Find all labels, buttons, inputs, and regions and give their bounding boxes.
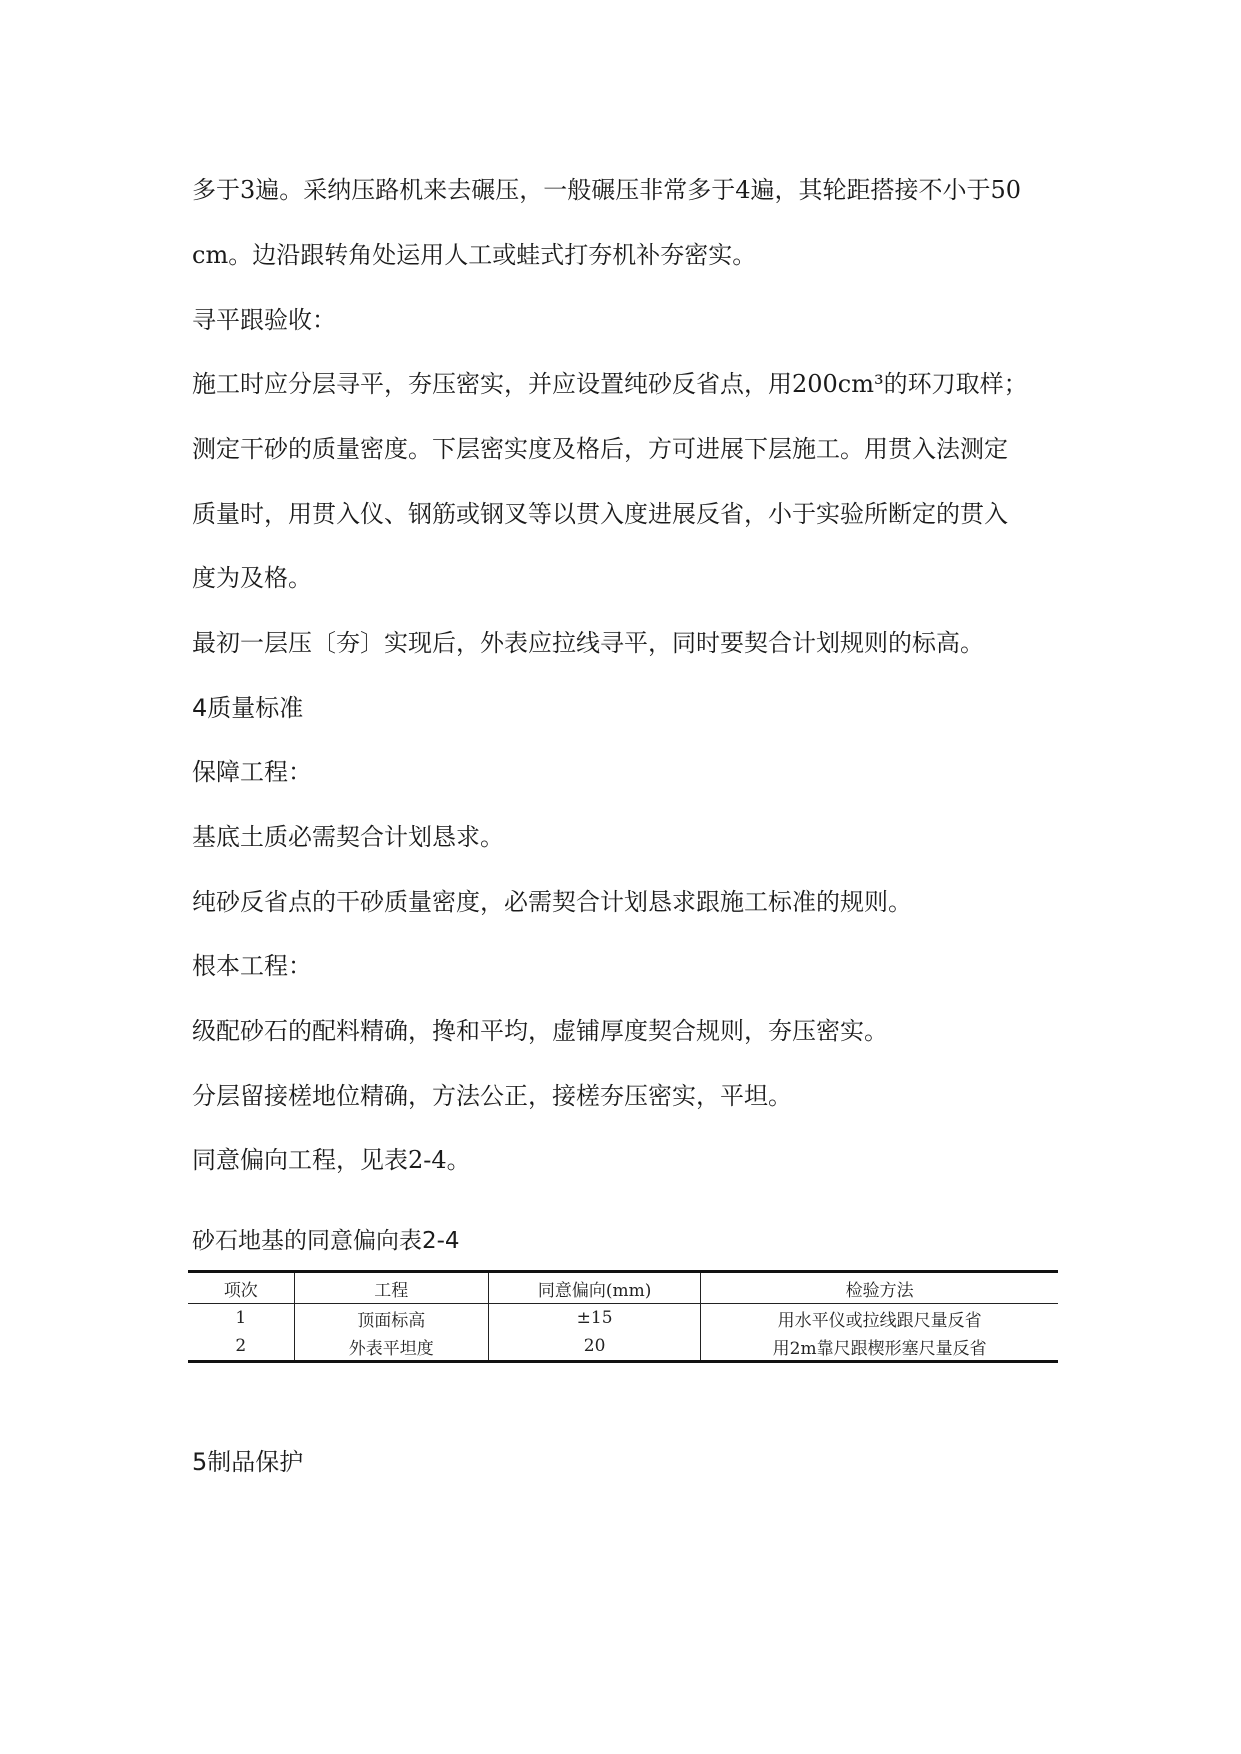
cell-tolerance: 20 xyxy=(488,1332,700,1362)
table-row xyxy=(188,1332,1058,1362)
cell-tolerance: ±15 xyxy=(488,1304,700,1333)
paragraph-gradation: 级配砂石的配料精确，搀和平均，虚铺厚度契合规则，夯压密实。 xyxy=(192,1017,888,1045)
paragraph-tolerance-ref: 同意偏向工程，见表2-4。 xyxy=(192,1146,471,1174)
cell-item-no: 2 xyxy=(235,1336,247,1356)
cell-item: 外表平坦度 xyxy=(294,1332,488,1362)
paragraph-layered-leveling: 施工时应分层寻平，夯压密实，并应设置纯砂反省点，用200cm³的环刀取样； xyxy=(192,370,1028,398)
cell-method: 用2m靠尺跟楔形塞尺量反省 xyxy=(701,1332,1058,1362)
paragraph-rolling-passes: 多于3遍。采纳压路机来去碾压，一般碾压非常多于4遍，其轮距搭接不小于50 xyxy=(192,176,1022,204)
subheading-guarantee-items: 保障工程： xyxy=(192,758,312,786)
subheading-leveling-acceptance: 寻平跟验收： xyxy=(192,306,336,334)
paragraph-subgrade-soil: 基底土质必需契合计划恳求。 xyxy=(192,823,504,851)
cell-method: 用水平仪或拉线跟尺量反省 xyxy=(701,1304,1058,1333)
header-method: 检验方法 xyxy=(701,1272,1058,1304)
cell-item-no: 1 xyxy=(235,1308,247,1328)
paragraph-dry-density: 测定干砂的质量密度。下层密实度及格后，方可进展下层施工。用贯入法测定 xyxy=(192,435,1008,463)
cell-item: 顶面标高 xyxy=(294,1304,488,1333)
header-item: 工程 xyxy=(294,1272,488,1304)
paragraph-density-requirement: 纯砂反省点的干砂质量密度，必需契合计划恳求跟施工标准的规则。 xyxy=(192,888,912,916)
table-header-row xyxy=(188,1272,1058,1304)
table-row xyxy=(188,1304,1058,1333)
header-item-no: 项次 xyxy=(223,1280,258,1301)
paragraph-edge-compaction: cm。边沿跟转角处运用人工或蛙式打夯机补夯密实。 xyxy=(192,241,757,269)
header-tolerance: 同意偏向(mm) xyxy=(488,1272,700,1304)
paragraph-joint-position: 分层留接槎地位精确，方法公正，接槎夯压密实，平坦。 xyxy=(192,1082,792,1110)
tolerance-table xyxy=(188,1270,1058,1363)
paragraph-final-layer: 最初一层压〔夯〕实现后，外表应拉线寻平，同时要契合计划规则的标高。 xyxy=(192,629,984,657)
subheading-basic-items: 根本工程： xyxy=(192,952,312,980)
table-caption: 砂石地基的同意偏向表2-4 xyxy=(192,1228,460,1254)
section-heading-product-protection: 5制品保护 xyxy=(192,1448,304,1476)
paragraph-pass-criterion: 度为及格。 xyxy=(192,564,312,592)
section-heading-quality-standard: 4质量标准 xyxy=(192,694,304,722)
paragraph-penetration-test: 质量时，用贯入仪、钢筋或钢叉等以贯入度进展反省，小于实验所断定的贯入 xyxy=(192,500,1008,528)
